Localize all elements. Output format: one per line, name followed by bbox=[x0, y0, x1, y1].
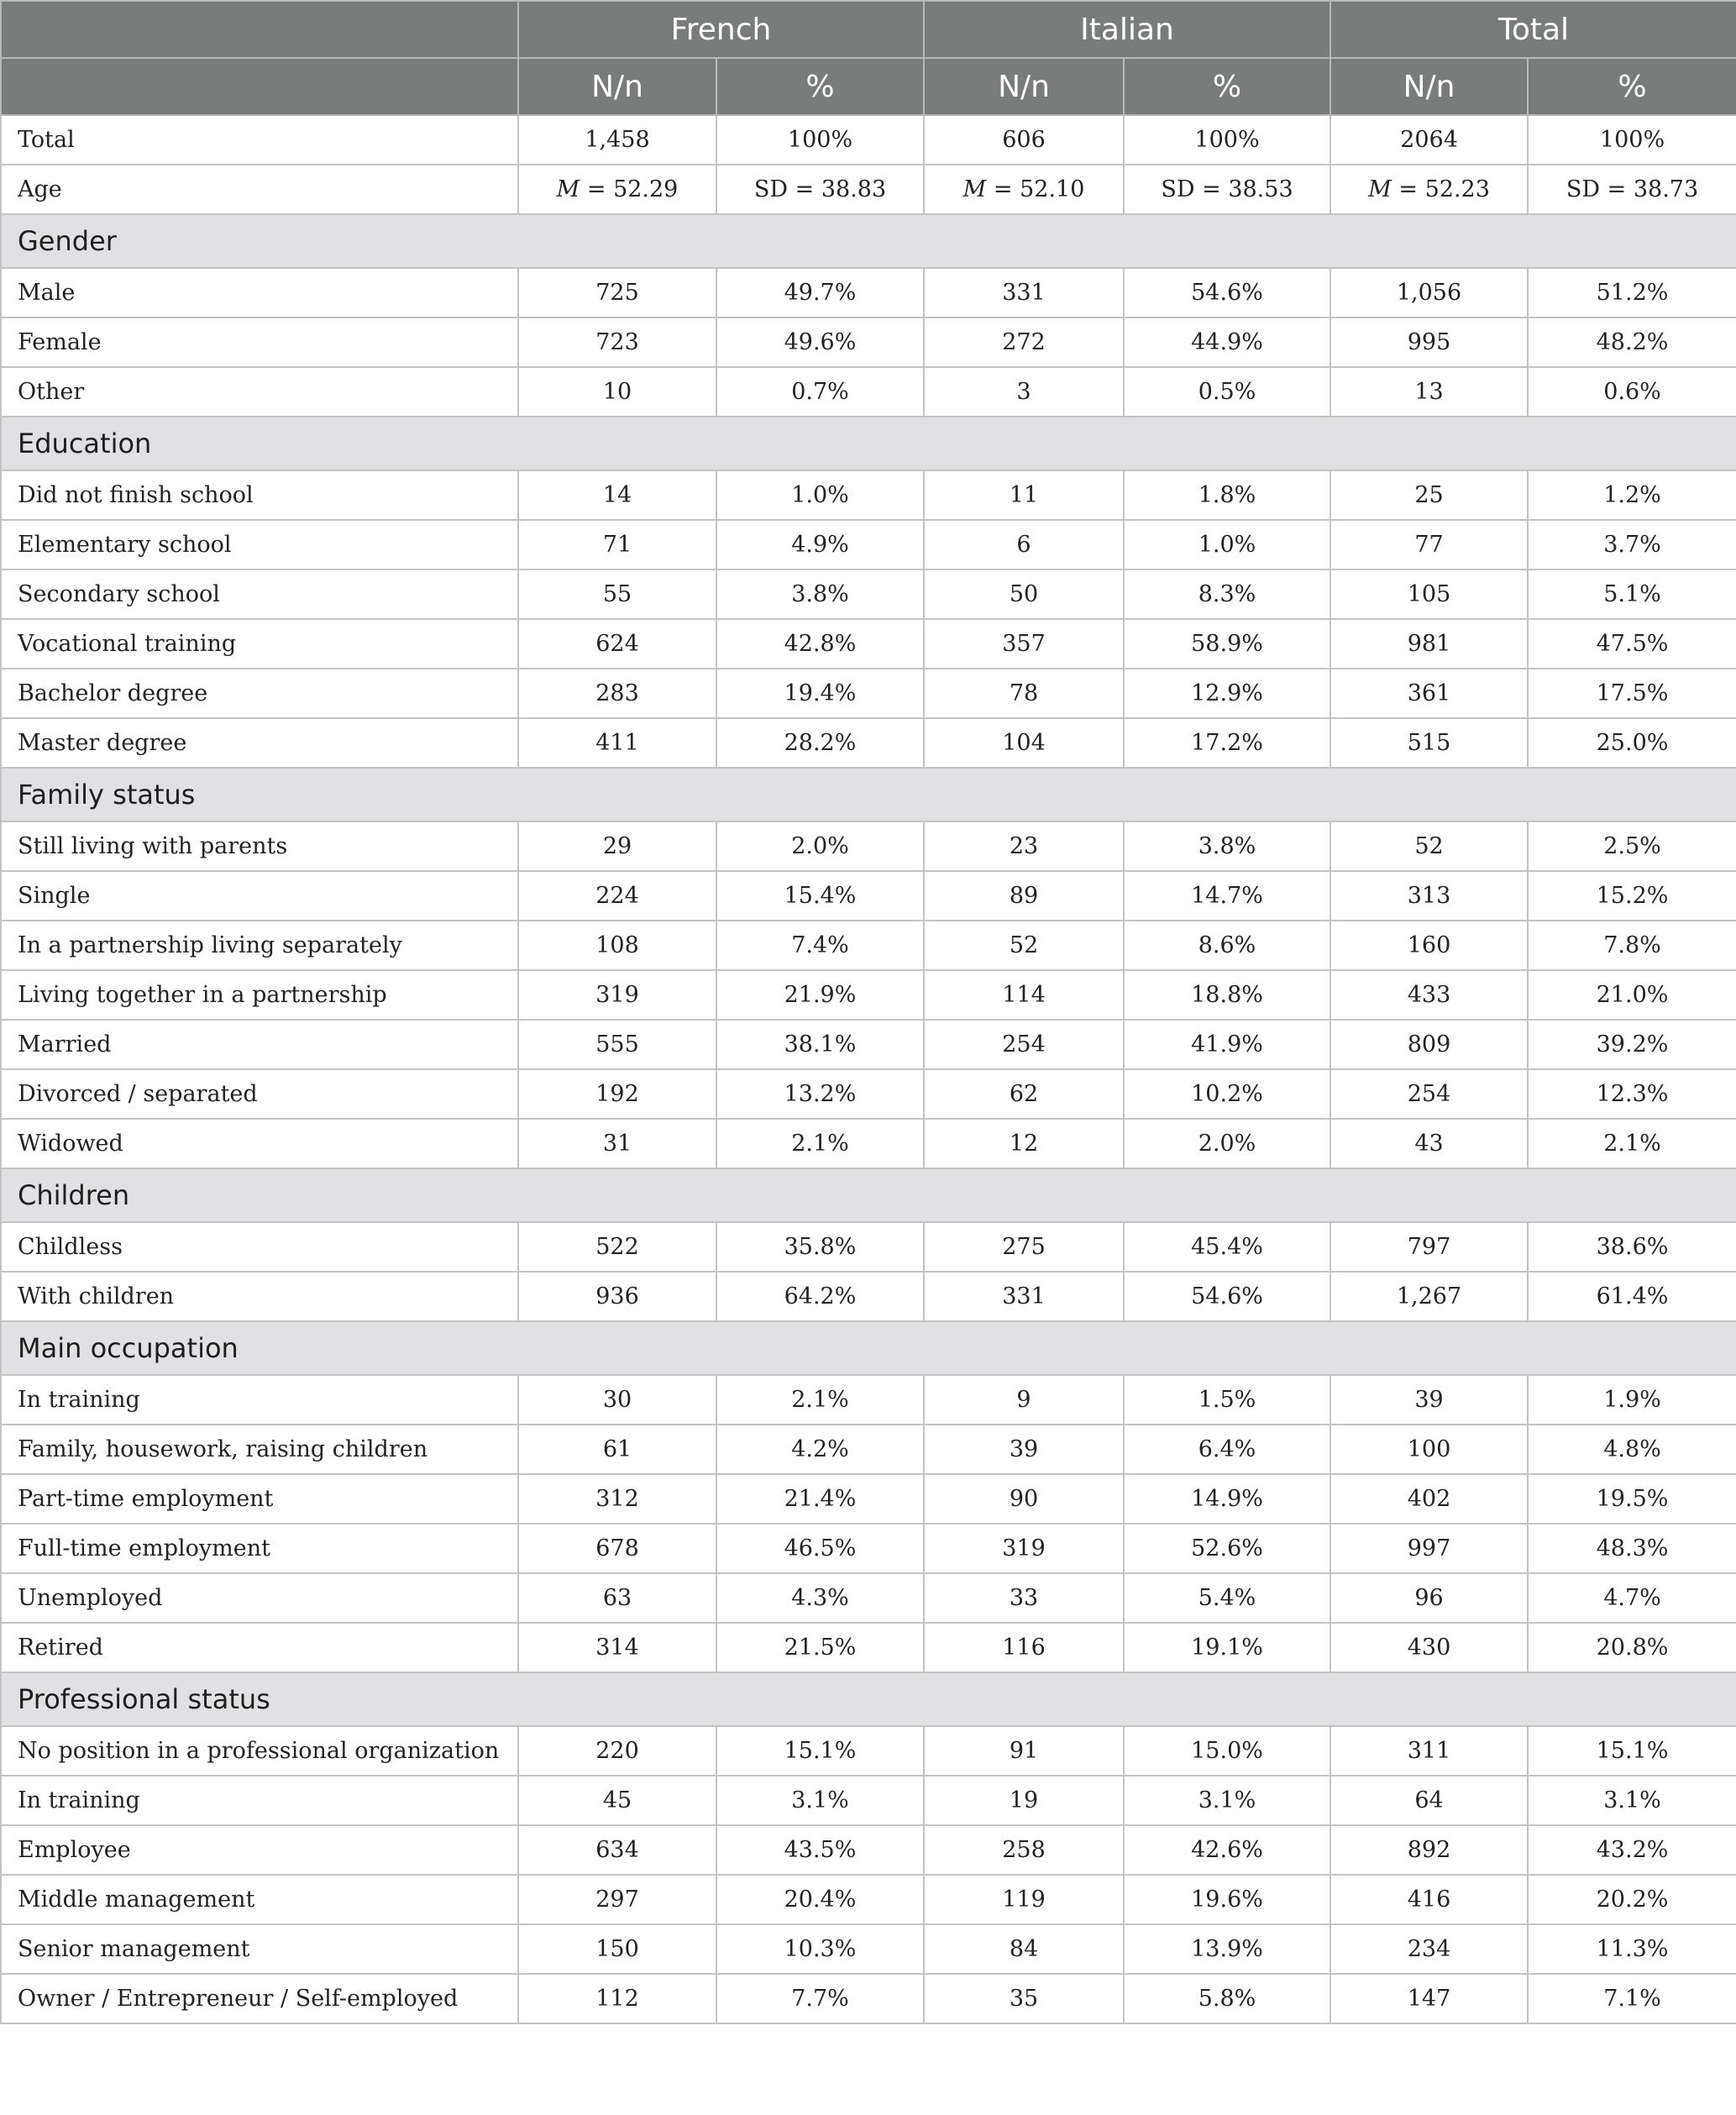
table-cell: 2.5% bbox=[1528, 821, 1736, 871]
table-cell: 52 bbox=[1330, 821, 1528, 871]
table-cell: 2.0% bbox=[1124, 1119, 1330, 1168]
table-row bbox=[1, 871, 1736, 921]
row-label: Male bbox=[1, 268, 518, 318]
table-row bbox=[1, 821, 1736, 871]
table-row bbox=[1, 1825, 1736, 1875]
table-cell: 3.7% bbox=[1528, 520, 1736, 569]
row-label: Part-time employment bbox=[1, 1474, 518, 1524]
table-cell: 12.9% bbox=[1124, 669, 1330, 718]
table-cell: 54.6% bbox=[1124, 268, 1330, 318]
table-row bbox=[1, 1119, 1736, 1168]
table-cell: 58.9% bbox=[1124, 619, 1330, 669]
table-cell: 995 bbox=[1330, 318, 1528, 367]
table-cell: 41.9% bbox=[1124, 1020, 1330, 1069]
table-row bbox=[1, 569, 1736, 619]
row-label: In a partnership living separately bbox=[1, 921, 518, 970]
table-cell: 319 bbox=[518, 970, 716, 1020]
table-cell: 515 bbox=[1330, 718, 1528, 768]
table-cell: 30 bbox=[518, 1375, 716, 1425]
table-cell: 254 bbox=[924, 1020, 1124, 1069]
table-cell: 6 bbox=[924, 520, 1124, 569]
table-cell: 43.5% bbox=[716, 1825, 924, 1875]
table-cell: 678 bbox=[518, 1524, 716, 1573]
table-row bbox=[1, 1020, 1736, 1069]
table-cell: 297 bbox=[518, 1875, 716, 1924]
table-row bbox=[1, 367, 1736, 417]
table-cell: 2064 bbox=[1330, 115, 1528, 165]
table-cell: 12.3% bbox=[1528, 1069, 1736, 1119]
table-cell: 1.8% bbox=[1124, 470, 1330, 520]
section-header-row bbox=[1, 768, 1736, 821]
table-cell: 311 bbox=[1330, 1726, 1528, 1776]
table-cell: 21.0% bbox=[1528, 970, 1736, 1020]
table-cell: 49.7% bbox=[716, 268, 924, 318]
table-cell: 25 bbox=[1330, 470, 1528, 520]
table-cell: 522 bbox=[518, 1222, 716, 1272]
row-label: Total bbox=[1, 115, 518, 165]
table-cell: 45 bbox=[518, 1776, 716, 1825]
mean-symbol: M bbox=[962, 176, 987, 202]
mean-cell bbox=[924, 165, 1124, 214]
mean-value: = 52.23 bbox=[1391, 176, 1490, 202]
section-header-row bbox=[1, 214, 1736, 268]
table-cell: 45.4% bbox=[1124, 1222, 1330, 1272]
header-empty-cell bbox=[1, 58, 518, 115]
table-cell: 20.8% bbox=[1528, 1623, 1736, 1672]
table-cell: 0.7% bbox=[716, 367, 924, 417]
table-cell: 14.9% bbox=[1124, 1474, 1330, 1524]
table-cell: 13 bbox=[1330, 367, 1528, 417]
table-cell: 312 bbox=[518, 1474, 716, 1524]
table-cell: 1,267 bbox=[1330, 1272, 1528, 1321]
section-header-row bbox=[1, 417, 1736, 470]
table-cell: 100% bbox=[716, 115, 924, 165]
table-cell: 3.1% bbox=[1528, 1776, 1736, 1825]
table-cell: 23 bbox=[924, 821, 1124, 871]
table-cell: 15.4% bbox=[716, 871, 924, 921]
table-cell: 192 bbox=[518, 1069, 716, 1119]
table-cell: 10 bbox=[518, 367, 716, 417]
table-cell: 11 bbox=[924, 470, 1124, 520]
table-cell: 44.9% bbox=[1124, 318, 1330, 367]
table-cell: 634 bbox=[518, 1825, 716, 1875]
table-cell: 61 bbox=[518, 1425, 716, 1474]
section-header-row bbox=[1, 1321, 1736, 1375]
table-body bbox=[1, 115, 1736, 2023]
row-label: Middle management bbox=[1, 1875, 518, 1924]
table-cell: 15.1% bbox=[716, 1726, 924, 1776]
table-cell: 150 bbox=[518, 1924, 716, 1974]
table-cell: 4.3% bbox=[716, 1573, 924, 1623]
table-cell: 19 bbox=[924, 1776, 1124, 1825]
table-cell: 0.6% bbox=[1528, 367, 1736, 417]
table-cell: 64 bbox=[1330, 1776, 1528, 1825]
table-cell: 13.2% bbox=[716, 1069, 924, 1119]
table-cell: 12 bbox=[924, 1119, 1124, 1168]
sd-cell: SD = 38.73 bbox=[1528, 165, 1736, 214]
table-cell: 809 bbox=[1330, 1020, 1528, 1069]
section-title: Children bbox=[1, 1168, 1736, 1222]
table-cell: 797 bbox=[1330, 1222, 1528, 1272]
table-cell: 46.5% bbox=[716, 1524, 924, 1573]
table-cell: 1.0% bbox=[716, 470, 924, 520]
table-cell: 10.2% bbox=[1124, 1069, 1330, 1119]
header-empty-cell bbox=[1, 1, 518, 58]
table-cell: 51.2% bbox=[1528, 268, 1736, 318]
row-label: Did not finish school bbox=[1, 470, 518, 520]
table-cell: 3 bbox=[924, 367, 1124, 417]
row-label: Elementary school bbox=[1, 520, 518, 569]
table-cell: 61.4% bbox=[1528, 1272, 1736, 1321]
table-cell: 21.9% bbox=[716, 970, 924, 1020]
table-cell: 15.1% bbox=[1528, 1726, 1736, 1776]
row-label: In training bbox=[1, 1776, 518, 1825]
table-cell: 19.5% bbox=[1528, 1474, 1736, 1524]
table-cell: 15.0% bbox=[1124, 1726, 1330, 1776]
table-cell: 5.1% bbox=[1528, 569, 1736, 619]
row-label: Secondary school bbox=[1, 569, 518, 619]
section-title: Education bbox=[1, 417, 1736, 470]
sd-cell: SD = 38.83 bbox=[716, 165, 924, 214]
table-cell: 114 bbox=[924, 970, 1124, 1020]
row-label: With children bbox=[1, 1272, 518, 1321]
table-row bbox=[1, 520, 1736, 569]
table-cell: 2.1% bbox=[716, 1119, 924, 1168]
row-label: Master degree bbox=[1, 718, 518, 768]
row-label: Living together in a partnership bbox=[1, 970, 518, 1020]
table-row bbox=[1, 1573, 1736, 1623]
table-row bbox=[1, 1726, 1736, 1776]
mean-symbol: M bbox=[1368, 176, 1392, 202]
table-row bbox=[1, 1776, 1736, 1825]
table-cell: 105 bbox=[1330, 569, 1528, 619]
table-cell: 331 bbox=[924, 268, 1124, 318]
table-cell: 14.7% bbox=[1124, 871, 1330, 921]
row-label: Childless bbox=[1, 1222, 518, 1272]
header-count-french: N/n bbox=[518, 58, 716, 115]
table-header bbox=[1, 1, 1736, 115]
table-row bbox=[1, 318, 1736, 367]
table-cell: 1.2% bbox=[1528, 470, 1736, 520]
table-cell: 258 bbox=[924, 1825, 1124, 1875]
table-cell: 39.2% bbox=[1528, 1020, 1736, 1069]
table-cell: 49.6% bbox=[716, 318, 924, 367]
table-cell: 35.8% bbox=[716, 1222, 924, 1272]
table-cell: 1.5% bbox=[1124, 1375, 1330, 1425]
table-row bbox=[1, 1924, 1736, 1974]
table-cell: 42.8% bbox=[716, 619, 924, 669]
section-title: Family status bbox=[1, 768, 1736, 821]
table-row bbox=[1, 1375, 1736, 1425]
row-label: Senior management bbox=[1, 1924, 518, 1974]
table-cell: 63 bbox=[518, 1573, 716, 1623]
table-row bbox=[1, 1474, 1736, 1524]
table-cell: 3.1% bbox=[1124, 1776, 1330, 1825]
table-cell: 402 bbox=[1330, 1474, 1528, 1524]
table-cell: 39 bbox=[1330, 1375, 1528, 1425]
table-cell: 7.8% bbox=[1528, 921, 1736, 970]
header-group-row bbox=[1, 1, 1736, 58]
table-row bbox=[1, 921, 1736, 970]
sd-cell: SD = 38.53 bbox=[1124, 165, 1330, 214]
table-cell: 19.1% bbox=[1124, 1623, 1330, 1672]
table-row bbox=[1, 1272, 1736, 1321]
table-cell: 78 bbox=[924, 669, 1124, 718]
table-cell: 112 bbox=[518, 1974, 716, 2023]
table-cell: 1.9% bbox=[1528, 1375, 1736, 1425]
table-cell: 5.8% bbox=[1124, 1974, 1330, 2023]
table-row-age bbox=[1, 165, 1736, 214]
table-cell: 283 bbox=[518, 669, 716, 718]
table-row bbox=[1, 1974, 1736, 2023]
table-row bbox=[1, 1425, 1736, 1474]
table-cell: 624 bbox=[518, 619, 716, 669]
row-label: Vocational training bbox=[1, 619, 518, 669]
row-label: Female bbox=[1, 318, 518, 367]
mean-cell bbox=[518, 165, 716, 214]
table-cell: 361 bbox=[1330, 669, 1528, 718]
row-label: Married bbox=[1, 1020, 518, 1069]
table-cell: 10.3% bbox=[716, 1924, 924, 1974]
mean-symbol: M bbox=[556, 176, 580, 202]
table-cell: 5.4% bbox=[1124, 1573, 1330, 1623]
header-count-total: N/n bbox=[1330, 58, 1528, 115]
table-cell: 997 bbox=[1330, 1524, 1528, 1573]
row-label: Widowed bbox=[1, 1119, 518, 1168]
table-row bbox=[1, 268, 1736, 318]
table-cell: 160 bbox=[1330, 921, 1528, 970]
section-title: Professional status bbox=[1, 1672, 1736, 1726]
table-cell: 4.2% bbox=[716, 1425, 924, 1474]
table-cell: 1.0% bbox=[1124, 520, 1330, 569]
table-cell: 47.5% bbox=[1528, 619, 1736, 669]
header-percent-italian: % bbox=[1124, 58, 1330, 115]
mean-value: = 52.10 bbox=[986, 176, 1085, 202]
table-cell: 43.2% bbox=[1528, 1825, 1736, 1875]
table-cell: 62 bbox=[924, 1069, 1124, 1119]
table-cell: 52 bbox=[924, 921, 1124, 970]
table-cell: 8.6% bbox=[1124, 921, 1330, 970]
table-cell: 8.3% bbox=[1124, 569, 1330, 619]
table-cell: 6.4% bbox=[1124, 1425, 1330, 1474]
table-cell: 723 bbox=[518, 318, 716, 367]
table-cell: 31 bbox=[518, 1119, 716, 1168]
table-row bbox=[1, 1222, 1736, 1272]
table-cell: 96 bbox=[1330, 1573, 1528, 1623]
table-row bbox=[1, 470, 1736, 520]
table-cell: 272 bbox=[924, 318, 1124, 367]
table-cell: 17.2% bbox=[1124, 718, 1330, 768]
table-cell: 7.1% bbox=[1528, 1974, 1736, 2023]
table-cell: 4.7% bbox=[1528, 1573, 1736, 1623]
table-cell: 71 bbox=[518, 520, 716, 569]
table-cell: 4.8% bbox=[1528, 1425, 1736, 1474]
table-cell: 319 bbox=[924, 1524, 1124, 1573]
table-cell: 2.1% bbox=[1528, 1119, 1736, 1168]
row-label: Bachelor degree bbox=[1, 669, 518, 718]
table-cell: 19.6% bbox=[1124, 1875, 1330, 1924]
table-cell: 433 bbox=[1330, 970, 1528, 1020]
table-cell: 19.4% bbox=[716, 669, 924, 718]
table-cell: 15.2% bbox=[1528, 871, 1736, 921]
header-group-total: Total bbox=[1330, 1, 1736, 58]
table-cell: 91 bbox=[924, 1726, 1124, 1776]
table-cell: 3.1% bbox=[716, 1776, 924, 1825]
header-sub-row bbox=[1, 58, 1736, 115]
table-cell: 20.2% bbox=[1528, 1875, 1736, 1924]
row-label: Retired bbox=[1, 1623, 518, 1672]
table-cell: 14 bbox=[518, 470, 716, 520]
table-cell: 33 bbox=[924, 1573, 1124, 1623]
table-cell: 18.8% bbox=[1124, 970, 1330, 1020]
section-header-row bbox=[1, 1168, 1736, 1222]
table-cell: 147 bbox=[1330, 1974, 1528, 2023]
table-row bbox=[1, 669, 1736, 718]
table-cell: 1,056 bbox=[1330, 268, 1528, 318]
table-cell: 0.5% bbox=[1124, 367, 1330, 417]
row-label: Single bbox=[1, 871, 518, 921]
table-cell: 119 bbox=[924, 1875, 1124, 1924]
table-cell: 234 bbox=[1330, 1924, 1528, 1974]
table-cell: 29 bbox=[518, 821, 716, 871]
table-cell: 3.8% bbox=[716, 569, 924, 619]
row-label: Owner / Entrepreneur / Self-employed bbox=[1, 1974, 518, 2023]
table-cell: 43 bbox=[1330, 1119, 1528, 1168]
table-cell: 331 bbox=[924, 1272, 1124, 1321]
table-cell: 606 bbox=[924, 115, 1124, 165]
row-label: Family, housework, raising children bbox=[1, 1425, 518, 1474]
table-cell: 11.3% bbox=[1528, 1924, 1736, 1974]
table-cell: 2.0% bbox=[716, 821, 924, 871]
table-cell: 64.2% bbox=[716, 1272, 924, 1321]
table-row bbox=[1, 619, 1736, 669]
table-cell: 100% bbox=[1124, 115, 1330, 165]
section-title: Main occupation bbox=[1, 1321, 1736, 1375]
table-cell: 42.6% bbox=[1124, 1825, 1330, 1875]
table-cell: 89 bbox=[924, 871, 1124, 921]
table-row bbox=[1, 718, 1736, 768]
table-cell: 48.2% bbox=[1528, 318, 1736, 367]
header-group-italian: Italian bbox=[924, 1, 1330, 58]
table-cell: 313 bbox=[1330, 871, 1528, 921]
table-cell: 84 bbox=[924, 1924, 1124, 1974]
row-label: Still living with parents bbox=[1, 821, 518, 871]
table-cell: 38.1% bbox=[716, 1020, 924, 1069]
table-cell: 7.7% bbox=[716, 1974, 924, 2023]
table-cell: 17.5% bbox=[1528, 669, 1736, 718]
header-group-french: French bbox=[518, 1, 924, 58]
table-cell: 35 bbox=[924, 1974, 1124, 2023]
table-row bbox=[1, 1524, 1736, 1573]
table-row-total bbox=[1, 115, 1736, 165]
table-cell: 52.6% bbox=[1124, 1524, 1330, 1573]
row-label: In training bbox=[1, 1375, 518, 1425]
row-label: Age bbox=[1, 165, 518, 214]
table-cell: 411 bbox=[518, 718, 716, 768]
mean-cell bbox=[1330, 165, 1528, 214]
table-cell: 90 bbox=[924, 1474, 1124, 1524]
table-cell: 21.4% bbox=[716, 1474, 924, 1524]
table-cell: 254 bbox=[1330, 1069, 1528, 1119]
table-cell: 20.4% bbox=[716, 1875, 924, 1924]
table-cell: 224 bbox=[518, 871, 716, 921]
table-cell: 100 bbox=[1330, 1425, 1528, 1474]
table-row bbox=[1, 1875, 1736, 1924]
table-cell: 275 bbox=[924, 1222, 1124, 1272]
row-label: No position in a professional organization bbox=[1, 1726, 518, 1776]
header-count-italian: N/n bbox=[924, 58, 1124, 115]
row-label: Employee bbox=[1, 1825, 518, 1875]
table-cell: 555 bbox=[518, 1020, 716, 1069]
table-cell: 21.5% bbox=[716, 1623, 924, 1672]
table-cell: 3.8% bbox=[1124, 821, 1330, 871]
table-cell: 50 bbox=[924, 569, 1124, 619]
row-label: Other bbox=[1, 367, 518, 417]
table-cell: 981 bbox=[1330, 619, 1528, 669]
table-cell: 39 bbox=[924, 1425, 1124, 1474]
table-cell: 13.9% bbox=[1124, 1924, 1330, 1974]
table-cell: 55 bbox=[518, 569, 716, 619]
table-cell: 9 bbox=[924, 1375, 1124, 1425]
section-title: Gender bbox=[1, 214, 1736, 268]
table-cell: 936 bbox=[518, 1272, 716, 1321]
table-row bbox=[1, 970, 1736, 1020]
table-cell: 892 bbox=[1330, 1825, 1528, 1875]
table-cell: 48.3% bbox=[1528, 1524, 1736, 1573]
table-cell: 7.4% bbox=[716, 921, 924, 970]
table-cell: 38.6% bbox=[1528, 1222, 1736, 1272]
table-row bbox=[1, 1069, 1736, 1119]
table-cell: 100% bbox=[1528, 115, 1736, 165]
row-label: Divorced / separated bbox=[1, 1069, 518, 1119]
row-label: Unemployed bbox=[1, 1573, 518, 1623]
header-percent-french: % bbox=[716, 58, 924, 115]
table-cell: 416 bbox=[1330, 1875, 1528, 1924]
table-cell: 54.6% bbox=[1124, 1272, 1330, 1321]
table-cell: 430 bbox=[1330, 1623, 1528, 1672]
section-header-row bbox=[1, 1672, 1736, 1726]
header-percent-total: % bbox=[1528, 58, 1736, 115]
table-cell: 4.9% bbox=[716, 520, 924, 569]
table-cell: 1,458 bbox=[518, 115, 716, 165]
table-cell: 108 bbox=[518, 921, 716, 970]
row-label: Full-time employment bbox=[1, 1524, 518, 1573]
mean-value: = 52.29 bbox=[580, 176, 679, 202]
table-cell: 25.0% bbox=[1528, 718, 1736, 768]
table-cell: 357 bbox=[924, 619, 1124, 669]
table-cell: 220 bbox=[518, 1726, 716, 1776]
table-cell: 28.2% bbox=[716, 718, 924, 768]
table-cell: 77 bbox=[1330, 520, 1528, 569]
table-cell: 725 bbox=[518, 268, 716, 318]
table-cell: 314 bbox=[518, 1623, 716, 1672]
table-cell: 116 bbox=[924, 1623, 1124, 1672]
table-cell: 2.1% bbox=[716, 1375, 924, 1425]
table-cell: 104 bbox=[924, 718, 1124, 768]
table-row bbox=[1, 1623, 1736, 1672]
